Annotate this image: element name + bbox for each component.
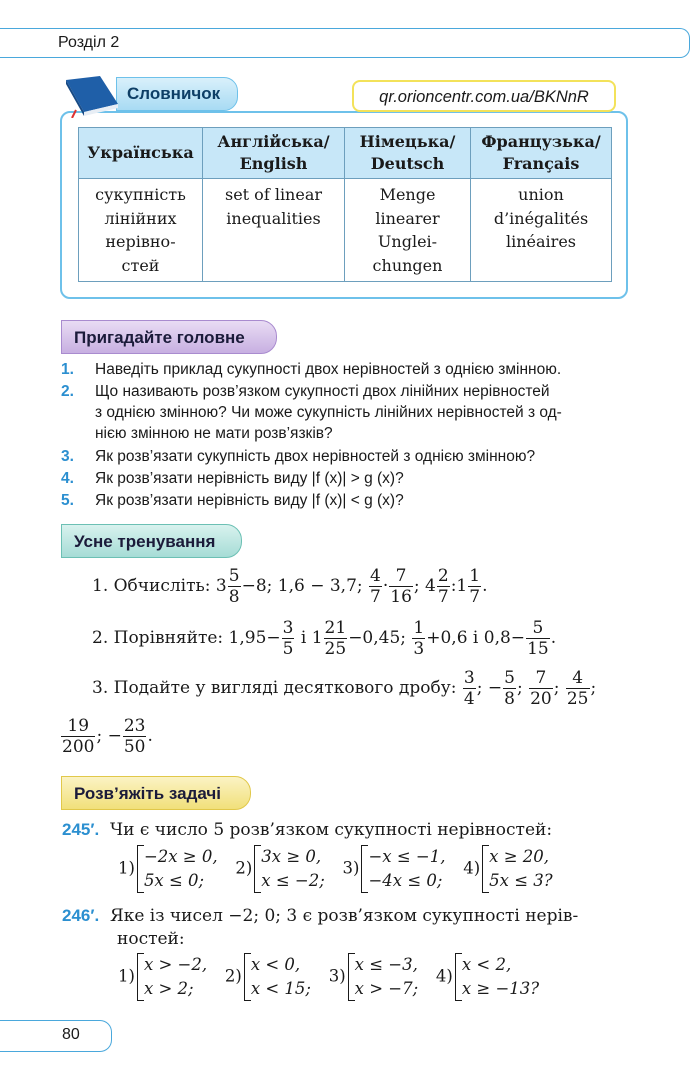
qr-link[interactable]: qr.orioncentr.com.ua/BKNnR [379, 88, 589, 106]
col-french: Французька/ Français [471, 128, 612, 179]
cell-french: union d’inégalités linéaires [471, 179, 612, 282]
problem-246-line2: ностей: [117, 929, 185, 949]
dictionary-table [78, 127, 612, 282]
oral-task-1: 1. Обчисліть: 3 $\frac{5}{8}$ −8; 1,6 − 3,7; $\frac{4}{7}$ · $\frac{7}{16}$ ; 4 $\frac{2}{7}$ :1 $\frac{1}{7}$ . [92, 566, 488, 607]
page-footer [0, 1020, 112, 1052]
section-label: Розділ 2 [58, 34, 120, 51]
dictionary-title: Словничок [127, 84, 221, 103]
tasks-tab: Розв’яжіть задачі [61, 776, 251, 810]
page-header [0, 28, 695, 62]
cell-ukrainian: сукупність лінійних нерівно- стей [79, 179, 203, 282]
col-ukrainian: Українська [79, 128, 203, 179]
oral-task-3-cont: $\frac{19}{200}$ ; − $\frac{23}{50}$ . [62, 716, 153, 757]
qr-link-box[interactable] [352, 80, 616, 112]
problem-246-systems: 1) x > −2, x > 2; 2) x < 0, x < 15; 3) x ≤ −3, x > −7; 4) x < 2, x ≥ −13? [118, 953, 541, 1001]
col-german: Німецька/ Deutsch [345, 128, 471, 179]
problem-245: 245′. Чи є число 5 розв’язком сукупності нерівностей: [62, 820, 553, 840]
recall-tab: Пригадайте головне [61, 320, 277, 354]
oral-tab: Усне тренування [61, 524, 242, 558]
oral-task-3: 3. Подайте у вигляді десяткового дробу: $\frac{3}{4}$ ; − $\frac{5}{8}$ ; $\frac{7}{20}$ ; $\frac{4}{25}$ ; [92, 668, 597, 709]
col-english: Англійська/ English [203, 128, 345, 179]
oral-task-2: 2. Порівняйте: 1,95− $\frac{3}{5}$ і 1 $\frac{21}{25}$ −0,45; $\frac{1}{3}$ +0,6 і 0,8− $\frac{5}{15}$ . [92, 618, 557, 659]
cell-english: set of linear inequalities [203, 179, 345, 282]
problem-246: 246′. Яке із чисел −2; 0; 3 є розв’язком сукупності нерів- [62, 906, 579, 926]
page-number: 80 [62, 1026, 80, 1043]
cell-german: Menge linearer Unglei- chungen [345, 179, 471, 282]
dictionary-tab [116, 77, 238, 111]
book-icon [62, 74, 122, 118]
problem-245-systems: 1) −2x ≥ 0, 5x ≤ 0; 2) 3x ≥ 0, x ≤ −2; 3) −x ≤ −1, −4x ≤ 0; 4) x ≥ 20, 5x ≤ 3? [118, 845, 555, 893]
